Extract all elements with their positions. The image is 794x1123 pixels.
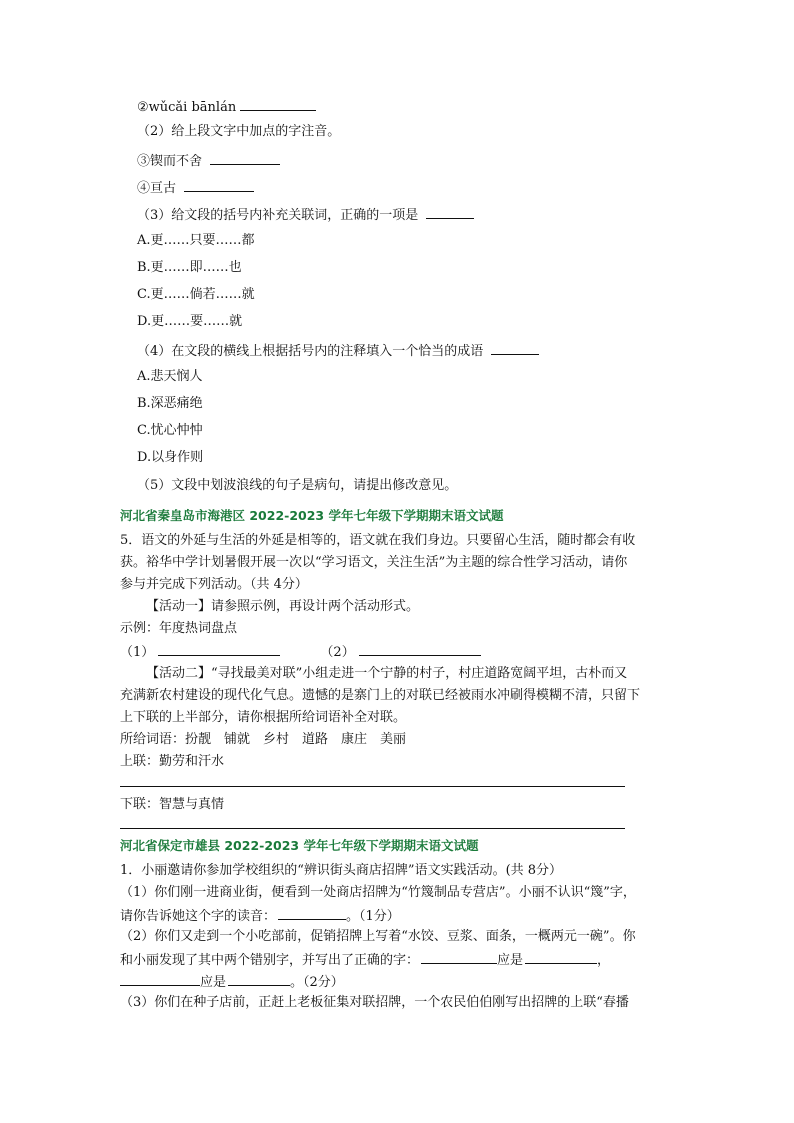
answer-blank[interactable] — [184, 178, 254, 192]
example-text: 示例：年度热词盘点 — [120, 621, 238, 636]
section-heading-xiongxian: 河北省保定市雄县 2022-2023 学年七年级下学期期末语文试题 — [120, 838, 479, 853]
intro-line-1: 5．语文的外延与生活的外延是相等的，语文就在我们身边。只要留心生活，随时都会有收 — [120, 533, 636, 548]
activity-1: 【活动一】请参照示例，再设计两个活动形式。 — [146, 599, 420, 614]
answer-blank[interactable] — [426, 205, 474, 219]
q1-2-prompt: 和小丽发现了其中两个错别字，并写出了正确的字： — [120, 953, 420, 968]
answer-line-lower[interactable] — [120, 828, 625, 829]
answer-blank[interactable] — [491, 341, 539, 355]
q1-2-should-be-2: 应是 — [200, 975, 227, 990]
item-3-label: ③锲而不舍 — [137, 154, 203, 169]
q3-option-d: D.更……要……就 — [137, 314, 243, 329]
q3-option-a: A.更……只要……都 — [137, 233, 255, 248]
q1-3-line-1: （3）你们在种子店前，正赶上老板征集对联招牌，一个农民伯伯刚写出招牌的上联“春播 — [120, 995, 629, 1010]
question-3: （3）给文段的括号内补充关联词，正确的一项是 — [137, 208, 419, 223]
q4-option-a: A.悲天悯人 — [137, 369, 203, 384]
answer-blank[interactable] — [210, 151, 280, 165]
item-2-row — [137, 97, 316, 117]
q3-option-b: B.更……即……也 — [137, 260, 242, 275]
question-3-row — [137, 205, 474, 225]
answer-line-upper[interactable] — [120, 786, 625, 787]
q1-2-line-3 — [120, 972, 344, 992]
answer-blank[interactable] — [421, 950, 497, 964]
question-2: （2）给上段文字中加点的字注音。 — [137, 124, 341, 139]
item-2-label: ②wǔcǎi bānlán — [137, 100, 237, 115]
given-words: 所给词语：扮靓 铺就 乡村 道路 康庄 美丽 — [120, 732, 407, 747]
answer-blank[interactable] — [228, 972, 290, 986]
item-4-label: ④亘古 — [137, 181, 177, 196]
question-4: （4）在文段的横线上根据括号内的注释填入一个恰当的成语 — [137, 344, 484, 359]
question-1: 1．小丽邀请你参加学校组织的“辨识街头商店招牌”语文实践活动。(共 8分） — [120, 863, 563, 878]
lower-couplet: 下联：智慧与真情 — [120, 797, 225, 812]
q4-option-b: B.深恶痛绝 — [137, 396, 203, 411]
activity-2-line-2: 充满新农村建设的现代化气息。遗憾的是寨门上的对联已经被雨水冲刷得模糊不清，只留下 — [120, 688, 641, 703]
activity-1-blanks — [120, 642, 481, 662]
answer-blank[interactable] — [240, 97, 316, 111]
q1-1-line-1: （1）你们刚一进商业街，便看到一处商店招牌为“竹篾制品专营店”。小丽不认识“篾”字， — [120, 885, 636, 900]
activity-2-line-3: 上下联的上半部分，请你根据所给词语补全对联。 — [120, 710, 407, 725]
q1-2-comma: ， — [597, 953, 611, 968]
question-4-row — [137, 341, 539, 361]
answer-blank[interactable] — [525, 950, 597, 964]
q1-1-score: 。（1分） — [346, 909, 400, 924]
item-4-row — [137, 178, 254, 198]
answer-blank[interactable] — [158, 642, 280, 656]
upper-couplet: 上联：勤劳和汗水 — [120, 754, 225, 769]
blank-1-label: （1） — [120, 645, 155, 660]
answer-blank[interactable] — [278, 906, 346, 920]
q1-2-score: 。（2分） — [290, 975, 344, 990]
intro-line-3: 参与并完成下列活动。（共 4分） — [120, 577, 308, 592]
q1-1-prompt: 请你告诉她这个字的读音： — [120, 909, 277, 924]
question-5: （5）文段中划波浪线的句子是病句，请提出修改意见。 — [137, 478, 458, 493]
q1-2-line-1: （2）你们又走到一个小吃部前，促销招牌上写着“水饺、豆浆、面条，一概两元一碗”。你 — [120, 929, 636, 944]
q4-option-d: D.以身作则 — [137, 450, 204, 465]
q3-option-c: C.更……倘若……就 — [137, 287, 255, 302]
intro-line-2: 获。裕华中学计划暑假开展一次以“学习语文，关注生活”为主题的综合性学习活动，请你 — [120, 555, 628, 570]
q1-2-should-be: 应是 — [497, 953, 524, 968]
activity-2-line-1: 【活动二】“寻找最美对联”小组走进一个宁静的村子，村庄道路宽阔平坦，古朴而又 — [146, 666, 628, 681]
blank-2-label: （2） — [320, 645, 355, 660]
item-3-row — [137, 151, 280, 171]
section-heading-qinhuangdao: 河北省秦皇岛市海港区 2022-2023 学年七年级下学期期末语文试题 — [120, 508, 504, 523]
q4-option-c: C.忧心忡忡 — [137, 423, 203, 438]
q1-1-line-2 — [120, 906, 400, 926]
q1-2-line-2 — [120, 950, 610, 970]
answer-blank[interactable] — [120, 972, 200, 986]
answer-blank[interactable] — [359, 642, 481, 656]
